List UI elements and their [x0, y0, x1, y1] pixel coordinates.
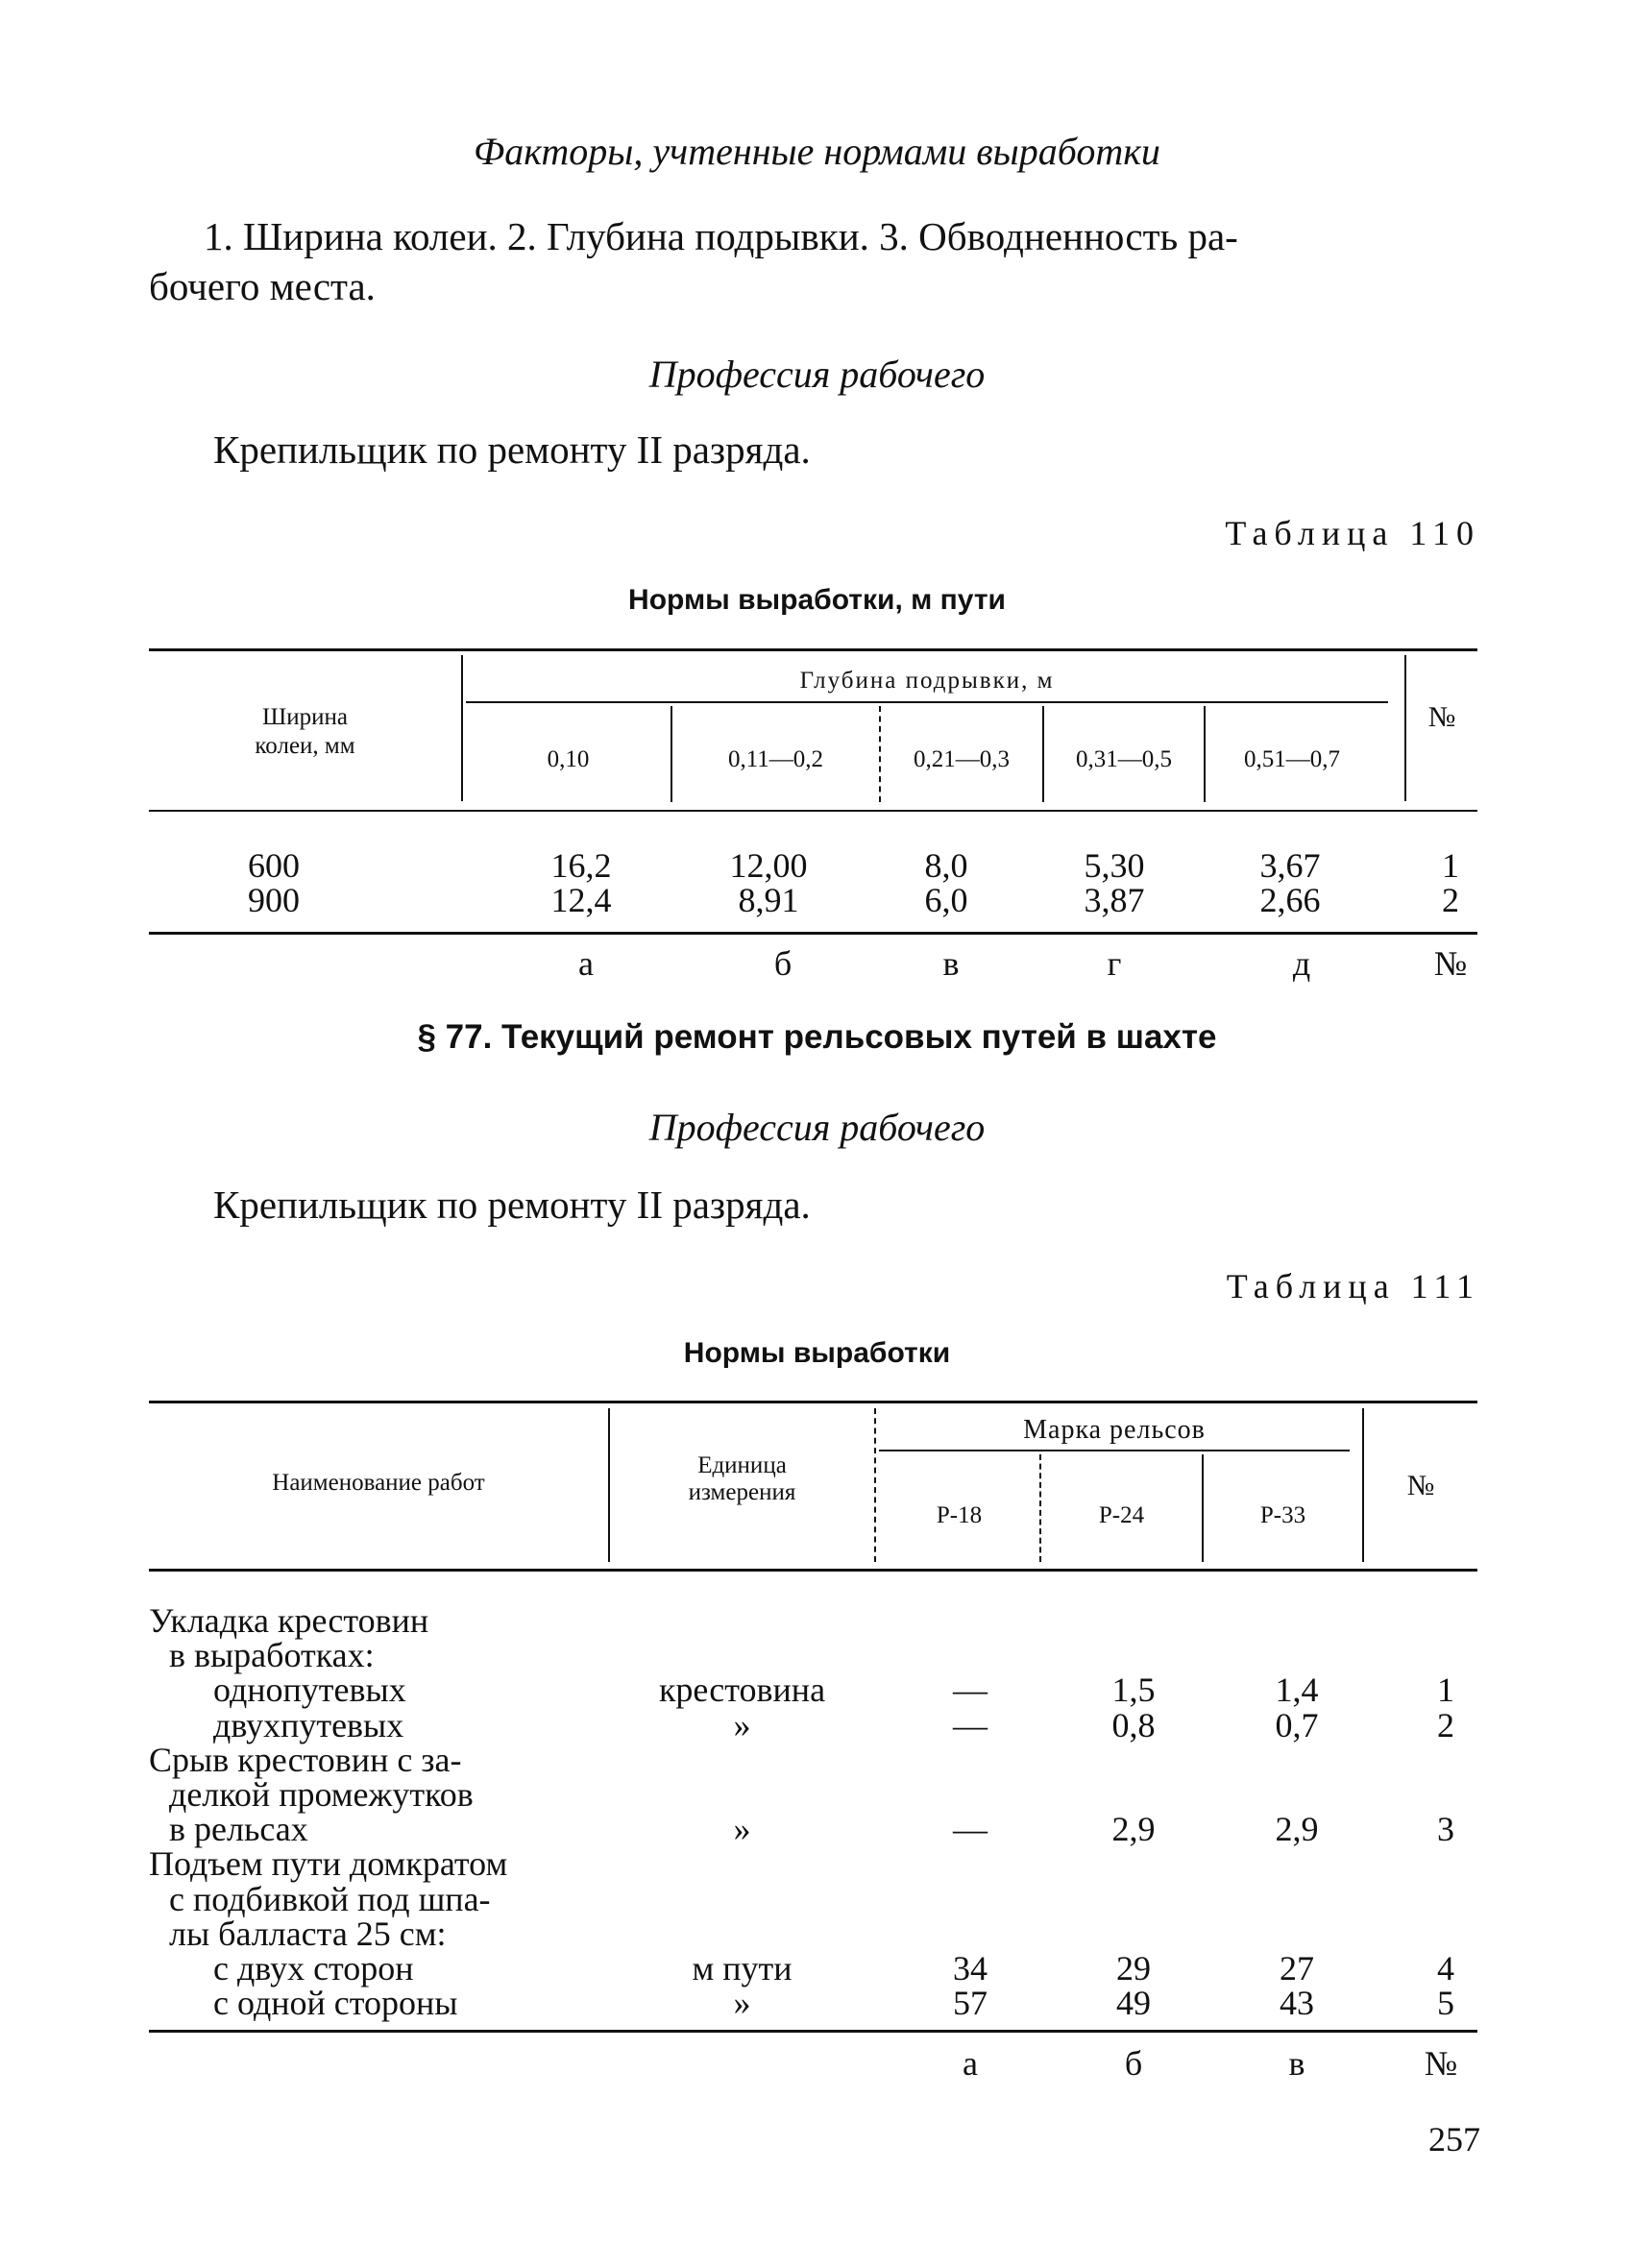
row-name: лы балласта 25 см: [169, 1914, 447, 1953]
row-no: 2 [1442, 881, 1459, 919]
table-row [0, 1879, 1634, 1918]
profession-text-2: Крепильщик по ремонту II разряда. [213, 1183, 811, 1227]
table-row [0, 1914, 1634, 1953]
table-111-header-rule [149, 1569, 1477, 1572]
footer-no: № [1433, 944, 1468, 983]
table-110-header-no: № [1427, 701, 1456, 733]
row-value: 27 [1280, 1949, 1314, 1988]
row-name: в рельсах [169, 1810, 308, 1848]
row-value: 2,9 [1111, 1810, 1156, 1848]
table-110-group-rule [466, 701, 1388, 703]
row-value: 8,0 [924, 846, 968, 885]
heading-factors: Факторы, учтенные нормами выработки [474, 130, 1160, 173]
table-110-col-header: 0,10 [547, 746, 590, 772]
row-no: 1 [1442, 846, 1459, 885]
row-value: 43 [1280, 1984, 1314, 2022]
table-row [0, 1983, 1634, 2022]
table-111-title: Нормы выработки [683, 1337, 951, 1369]
row-value: 6,0 [924, 881, 968, 919]
table-110-col-header: 0,11—0,2 [727, 746, 824, 772]
row-value: 12,4 [550, 881, 612, 919]
table-110-col-header: 0,51—0,7 [1244, 746, 1340, 772]
row-value: 2,9 [1275, 1810, 1319, 1848]
table-111-bottom-rule [149, 2030, 1477, 2033]
header-width-line2: колеи, мм [255, 733, 355, 759]
row-name: двухпутевых [213, 1706, 404, 1744]
footer-letter: в [942, 944, 960, 983]
table-110-header-width [149, 703, 461, 761]
table-111-col-header: Р-18 [936, 1502, 983, 1528]
row-unit: » [733, 1810, 751, 1848]
row-name: с подбивкой под шпа- [169, 1880, 491, 1918]
footer-no: № [1424, 2044, 1458, 2083]
row-value: 5,30 [1084, 846, 1145, 885]
row-no: 3 [1437, 1810, 1454, 1848]
row-value: 0,7 [1275, 1706, 1319, 1744]
footer-letter: б [1124, 2044, 1143, 2083]
row-value: 29 [1116, 1949, 1151, 1988]
header-unit-line2: измерения [688, 1479, 796, 1505]
row-value: 49 [1116, 1984, 1151, 2022]
profession-text-1: Крепильщик по ремонту II разряда. [213, 427, 811, 472]
row-no: 4 [1437, 1949, 1454, 1988]
table-110-footer [0, 943, 1634, 982]
table-row [0, 1705, 1634, 1742]
row-name: Укладка крестовин [149, 1601, 429, 1640]
row-value: 3,67 [1259, 846, 1321, 885]
table-row [0, 1809, 1634, 1848]
table-111-group-rule [879, 1450, 1350, 1451]
header-unit-line1: Единица [697, 1452, 787, 1478]
row-value: 1,5 [1111, 1671, 1156, 1709]
table-row [0, 845, 1634, 884]
profession-heading-2: Профессия рабочего [648, 1106, 986, 1149]
table-row [0, 1635, 1634, 1674]
table-110-vline [461, 655, 463, 801]
table-row [0, 1740, 1634, 1779]
table-111-label: Таблица 111 [1226, 1267, 1480, 1305]
table-row [0, 1600, 1634, 1640]
row-name: делкой промежутков [169, 1775, 474, 1814]
table-110-title: Нормы выработки, м пути [628, 584, 1006, 616]
table-111-header-no: № [1406, 1470, 1435, 1501]
row-unit: м пути [692, 1949, 793, 1988]
row-value: — [953, 1810, 988, 1848]
table-111-header-name: Наименование работ [272, 1470, 485, 1496]
table-111-top-rule [149, 1401, 1477, 1403]
table-111-col-header: Р-33 [1259, 1502, 1306, 1528]
table-110-header-group: Глубина подрывки, м [799, 668, 1055, 694]
table-110-bottom-rule [149, 932, 1477, 935]
table-110-col-header: 0,21—0,3 [914, 746, 1010, 772]
footer-letter: а [963, 2044, 978, 2083]
footer-letter: б [773, 944, 793, 983]
table-row [0, 880, 1634, 918]
table-110-col-header: 0,31—0,5 [1076, 746, 1172, 772]
row-name: с двух сторон [213, 1949, 414, 1988]
profession-heading-1: Профессия рабочего [648, 353, 986, 396]
row-value: 1,4 [1275, 1671, 1319, 1709]
row-value: 3,87 [1084, 881, 1145, 919]
table-110-header-rule [149, 810, 1477, 812]
factors-text-line1: 1. Ширина колеи. 2. Глубина подрывки. 3. Обводненность ра- [204, 214, 1238, 258]
table-row [0, 1774, 1634, 1814]
table-111-header-group: Марка рельсов [1023, 1415, 1206, 1445]
row-unit: » [733, 1706, 751, 1744]
row-value: 12,00 [729, 846, 808, 885]
row-value: 8,91 [738, 881, 799, 919]
table-row [0, 1948, 1634, 1988]
section-heading: § 77. Текущий ремонт рельсовых путей в шахте [417, 1018, 1217, 1056]
row-value: — [953, 1671, 988, 1709]
table-110-label: Таблица 110 [1225, 514, 1480, 552]
header-width-line1: Ширина [262, 704, 348, 730]
table-row [0, 1843, 1634, 1883]
footer-letter: д [1292, 944, 1311, 983]
row-value: — [953, 1706, 988, 1744]
footer-letter: в [1288, 2044, 1305, 2083]
row-value: 0,8 [1111, 1706, 1156, 1744]
row-no: 2 [1437, 1706, 1454, 1744]
row-name: с одной стороны [213, 1984, 458, 2022]
table-111-col-header: Р-24 [1098, 1502, 1145, 1528]
table-row [0, 1670, 1634, 1709]
row-value: 2,66 [1259, 881, 1321, 919]
row-name: в выработках: [169, 1636, 375, 1674]
row-name: Подъем пути домкратом [149, 1844, 508, 1883]
table-110-top-rule [149, 648, 1477, 651]
row-unit: крестовина [658, 1671, 826, 1709]
row-no: 1 [1437, 1671, 1454, 1709]
row-unit: » [733, 1984, 751, 2022]
row-value: 34 [953, 1949, 988, 1988]
footer-letter: а [578, 944, 594, 983]
footer-letter: г [1107, 944, 1122, 983]
row-value: 57 [953, 1984, 988, 2022]
table-111-header-unit [610, 1452, 874, 1506]
row-width: 600 [248, 846, 300, 885]
row-width: 900 [248, 881, 300, 919]
row-name: Срыв крестовин с за- [149, 1741, 462, 1779]
row-value: 16,2 [550, 846, 612, 885]
table-111-vline [874, 1408, 876, 1562]
table-111-footer [0, 2043, 1634, 2082]
row-name: однопутевых [213, 1671, 406, 1709]
row-no: 5 [1437, 1984, 1454, 2022]
page-number: 257 [1428, 2120, 1480, 2158]
factors-text-line2: бочего места. [149, 264, 376, 308]
